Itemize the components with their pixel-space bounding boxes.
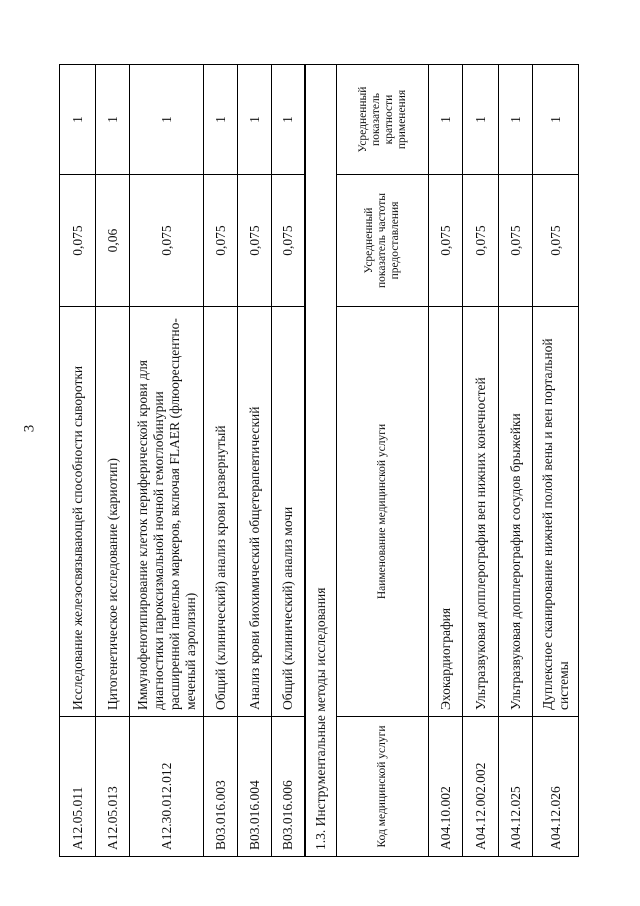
multiplicity-value: 1 <box>96 65 130 175</box>
table-row <box>60 65 96 857</box>
service-name: Иммунофенотипирование клеток периферической крови для диагностики пароксизмальной ночной гемоглобинурии расширенной панелью маркеров, включая FLAER (флюоресцентно-меченый аэролизин) <box>130 307 204 717</box>
table-row <box>204 65 238 857</box>
service-code: A12.30.012.012 <box>130 717 204 857</box>
service-code: B03.016.003 <box>204 717 238 857</box>
frequency-value: 0,075 <box>429 175 463 307</box>
table-row <box>96 65 130 857</box>
service-code: B03.016.004 <box>238 717 272 857</box>
service-name: Дуплексное сканирование нижней полой вены и вен портальной системы <box>533 307 579 717</box>
table-row <box>463 64 499 856</box>
service-name: Анализ крови биохимический общетерапевтический <box>238 307 272 717</box>
multiplicity-value: 1 <box>533 64 579 174</box>
table-title-row <box>306 64 337 856</box>
frequency-value: 0,075 <box>238 175 272 307</box>
service-name: Ультразвуковая допплерография сосудов брыжейки <box>499 307 533 717</box>
table-lab-tests <box>59 64 305 857</box>
multiplicity-value: 1 <box>238 65 272 175</box>
service-name: Эхокардиография <box>429 307 463 717</box>
service-name: Исследование железосвязывающей способности сыворотки <box>60 307 96 717</box>
frequency-value: 0,075 <box>272 175 305 307</box>
service-code: A04.12.002.002 <box>463 717 499 857</box>
multiplicity-value: 1 <box>463 64 499 174</box>
multiplicity-value: 1 <box>429 64 463 174</box>
table-row <box>238 65 272 857</box>
service-code: B03.016.006 <box>272 717 305 857</box>
header-frequency: Усредненный показатель частоты предоставления <box>337 175 429 307</box>
header-code: Код медицинской услуги <box>337 717 429 857</box>
table-row <box>533 64 579 856</box>
frequency-value: 0,075 <box>533 175 579 307</box>
service-name: Общий (клинический) анализ крови развернутый <box>204 307 238 717</box>
service-code: A04.10.002 <box>429 717 463 857</box>
multiplicity-value: 1 <box>60 65 96 175</box>
frequency-value: 0,075 <box>463 175 499 307</box>
service-code: A12.05.013 <box>96 717 130 857</box>
frequency-value: 0,075 <box>204 175 238 307</box>
table-row <box>130 65 204 857</box>
frequency-value: 0,06 <box>96 175 130 307</box>
table-header-row <box>337 64 429 856</box>
frequency-value: 0,075 <box>60 175 96 307</box>
table-row <box>429 64 463 856</box>
service-name: Ультразвуковая допплерография вен нижних конечностей <box>463 307 499 717</box>
header-multiplicity: Усредненный показатель кратности применения <box>337 64 429 174</box>
service-code: A04.12.026 <box>533 717 579 857</box>
table-row <box>272 65 305 857</box>
service-code: A12.05.011 <box>60 717 96 857</box>
multiplicity-value: 1 <box>499 64 533 174</box>
header-name: Наименование медицинской услуги <box>337 307 429 717</box>
section-title: 1.3. Инструментальные методы исследования <box>306 64 337 856</box>
multiplicity-value: 1 <box>204 65 238 175</box>
table-row <box>499 64 533 856</box>
multiplicity-value: 1 <box>272 65 305 175</box>
service-name: Общий (клинический) анализ мочи <box>272 307 305 717</box>
service-code: A04.12.025 <box>499 717 533 857</box>
service-name: Цитогенетическое исследование (кариотип) <box>96 307 130 717</box>
table-instrumental-methods <box>305 64 579 857</box>
frequency-value: 0,075 <box>499 175 533 307</box>
page-number: 3 <box>21 424 38 433</box>
multiplicity-value: 1 <box>130 65 204 175</box>
frequency-value: 0,075 <box>130 175 204 307</box>
